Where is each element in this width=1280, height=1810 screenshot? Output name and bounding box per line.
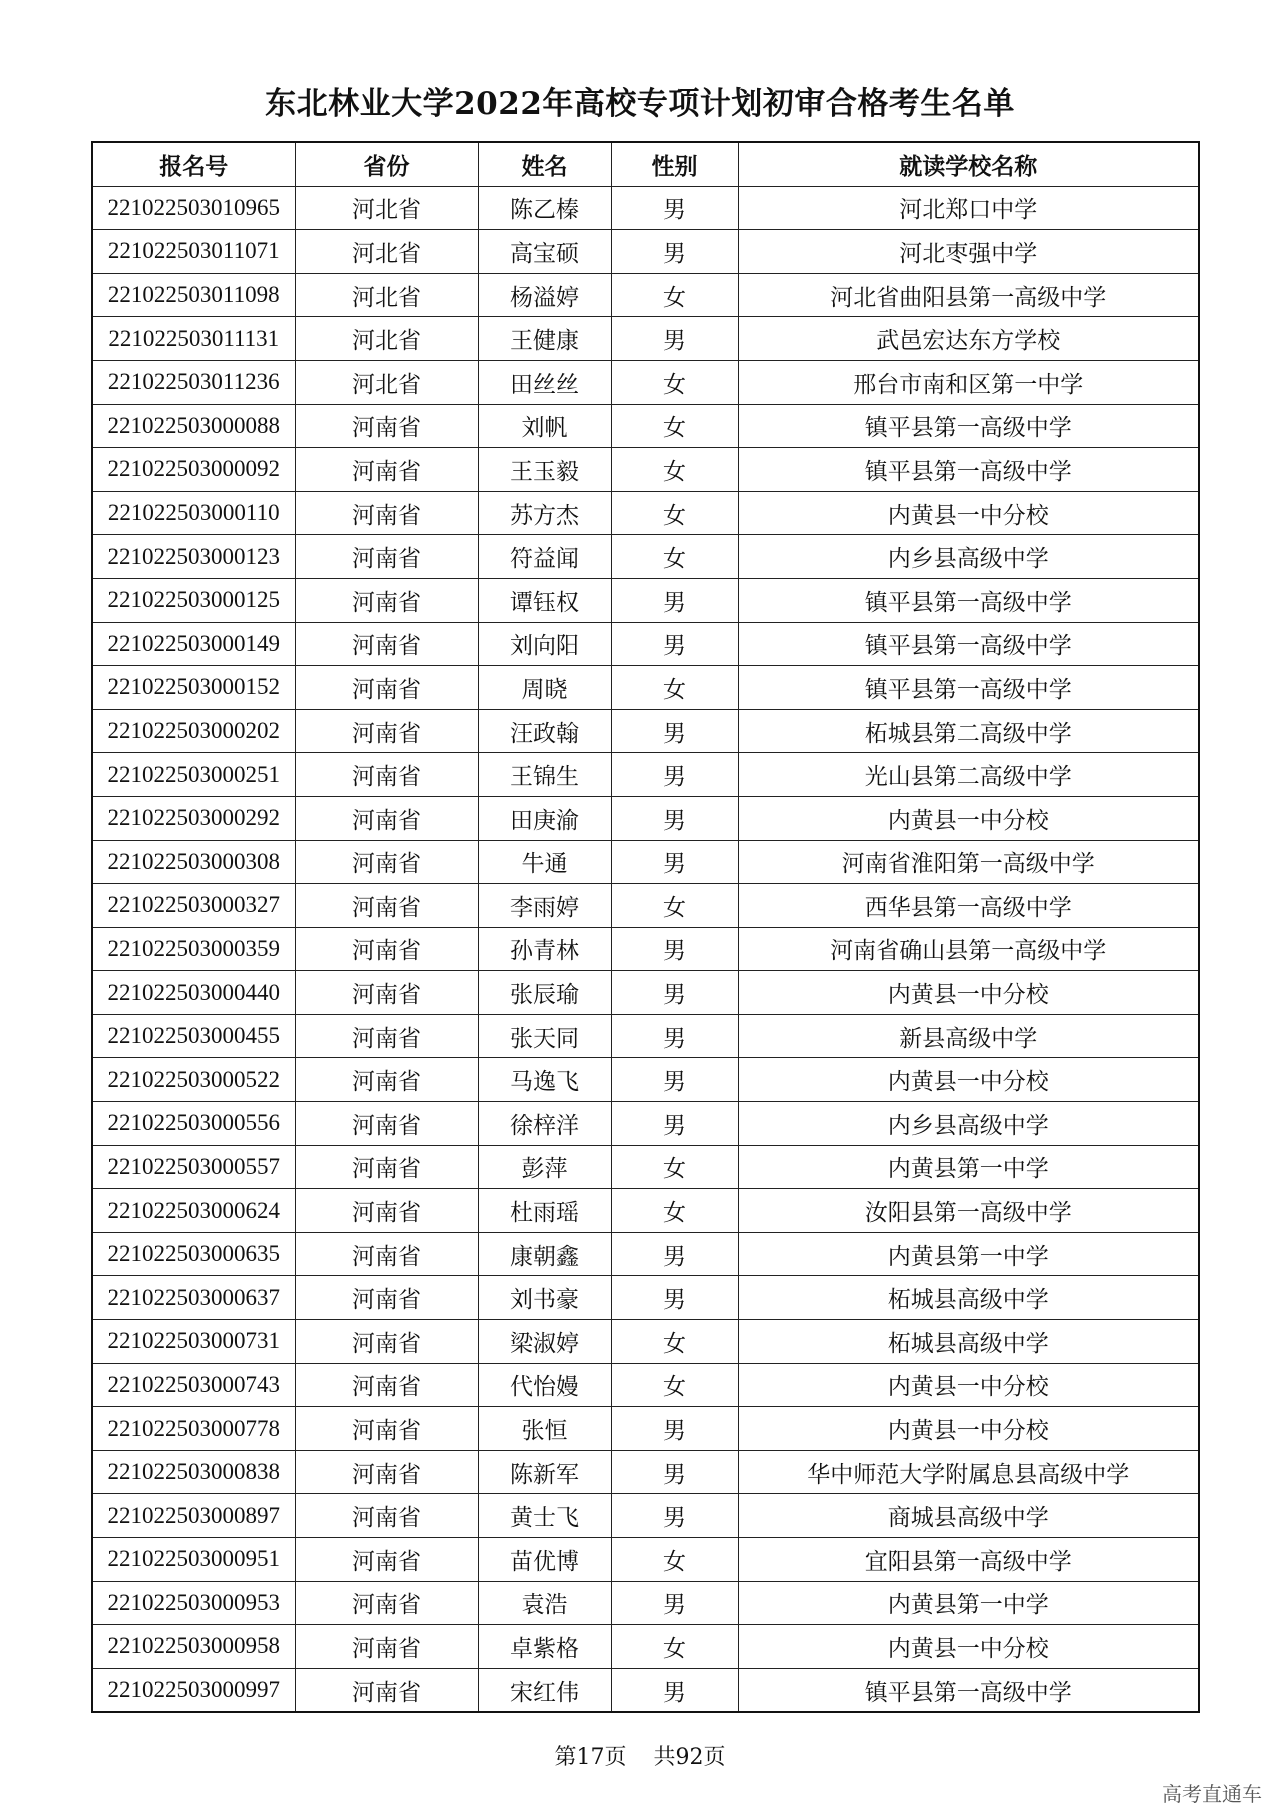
table-row [92, 230, 1199, 274]
school-cell: 新县高级中学 [738, 1014, 1199, 1058]
school-cell: 镇平县第一高级中学 [738, 448, 1199, 492]
province-cell: 河南省 [295, 1232, 478, 1276]
table-row [92, 753, 1199, 797]
table-row [92, 1494, 1199, 1538]
school-cell: 宜阳县第一高级中学 [738, 1538, 1199, 1582]
province-cell: 河南省 [295, 709, 478, 753]
registration-number-cell: 221022503000522 [92, 1058, 295, 1102]
gender-cell: 女 [611, 1625, 738, 1669]
gender-cell: 女 [611, 535, 738, 579]
province-cell: 河南省 [295, 971, 478, 1015]
gender-cell: 男 [611, 1450, 738, 1494]
table-row [92, 1363, 1199, 1407]
gender-cell: 男 [611, 840, 738, 884]
province-cell: 河南省 [295, 448, 478, 492]
table-row [92, 578, 1199, 622]
name-cell: 王锦生 [478, 753, 611, 797]
province-cell: 河南省 [295, 1450, 478, 1494]
school-cell: 河北郑口中学 [738, 186, 1199, 230]
school-cell: 邢台市南和区第一中学 [738, 360, 1199, 404]
table-body [92, 186, 1199, 1712]
registration-number-cell: 221022503011071 [92, 230, 295, 274]
province-cell: 河南省 [295, 1538, 478, 1582]
name-cell: 梁淑婷 [478, 1320, 611, 1364]
registration-number-cell: 221022503000149 [92, 622, 295, 666]
registration-number-cell: 221022503000202 [92, 709, 295, 753]
watermark: 高考直通车 [1162, 1782, 1262, 1806]
school-cell: 柘城县第二高级中学 [738, 709, 1199, 753]
table-row [92, 1668, 1199, 1712]
table-row [92, 491, 1199, 535]
gender-cell: 女 [611, 1320, 738, 1364]
name-cell: 张辰瑜 [478, 971, 611, 1015]
table-row [92, 1450, 1199, 1494]
gender-cell: 男 [611, 971, 738, 1015]
registration-number-cell: 221022503000624 [92, 1189, 295, 1233]
school-cell: 镇平县第一高级中学 [738, 666, 1199, 710]
name-cell: 代怡嫚 [478, 1363, 611, 1407]
header-school: 就读学校名称 [738, 142, 1199, 186]
school-cell: 内黄县一中分校 [738, 1407, 1199, 1451]
name-cell: 徐梓洋 [478, 1102, 611, 1146]
table-row [92, 448, 1199, 492]
registration-number-cell: 221022503000743 [92, 1363, 295, 1407]
name-cell: 谭钰权 [478, 578, 611, 622]
school-cell: 河北省曲阳县第一高级中学 [738, 273, 1199, 317]
table-row [92, 1232, 1199, 1276]
registration-number-cell: 221022503000092 [92, 448, 295, 492]
gender-cell: 男 [611, 1102, 738, 1146]
gender-cell: 男 [611, 1581, 738, 1625]
school-cell: 镇平县第一高级中学 [738, 622, 1199, 666]
gender-cell: 男 [611, 1668, 738, 1712]
school-cell: 西华县第一高级中学 [738, 884, 1199, 928]
table-header-row [92, 142, 1199, 186]
name-cell: 牛通 [478, 840, 611, 884]
school-cell: 内乡县高级中学 [738, 535, 1199, 579]
province-cell: 河南省 [295, 1014, 478, 1058]
school-cell: 内黄县一中分校 [738, 491, 1199, 535]
table-row [92, 1407, 1199, 1451]
school-cell: 内黄县第一中学 [738, 1581, 1199, 1625]
province-cell: 河北省 [295, 360, 478, 404]
province-cell: 河南省 [295, 1668, 478, 1712]
province-cell: 河南省 [295, 1145, 478, 1189]
school-cell: 镇平县第一高级中学 [738, 578, 1199, 622]
province-cell: 河南省 [295, 840, 478, 884]
registration-number-cell: 221022503000359 [92, 927, 295, 971]
province-cell: 河南省 [295, 1058, 478, 1102]
gender-cell: 男 [611, 927, 738, 971]
gender-cell: 女 [611, 404, 738, 448]
table-row [92, 796, 1199, 840]
registration-number-cell: 221022503000838 [92, 1450, 295, 1494]
school-cell: 汝阳县第一高级中学 [738, 1189, 1199, 1233]
registration-number-cell: 221022503011098 [92, 273, 295, 317]
province-cell: 河南省 [295, 1363, 478, 1407]
page-title: 东北林业大学2022年高校专项计划初审合格考生名单 [265, 86, 1015, 122]
registration-number-cell: 221022503000997 [92, 1668, 295, 1712]
name-cell: 汪政翰 [478, 709, 611, 753]
page-number: 第17页 [554, 1745, 627, 1770]
table-row [92, 622, 1199, 666]
table-row [92, 666, 1199, 710]
gender-cell: 女 [611, 1538, 738, 1582]
province-cell: 河南省 [295, 753, 478, 797]
school-cell: 河南省确山县第一高级中学 [738, 927, 1199, 971]
table-row [92, 360, 1199, 404]
table-row [92, 840, 1199, 884]
name-cell: 高宝硕 [478, 230, 611, 274]
name-cell: 陈新军 [478, 1450, 611, 1494]
gender-cell: 男 [611, 1276, 738, 1320]
gender-cell: 男 [611, 1014, 738, 1058]
table-row [92, 884, 1199, 928]
name-cell: 李雨婷 [478, 884, 611, 928]
registration-number-cell: 221022503000637 [92, 1276, 295, 1320]
registration-number-cell: 221022503000308 [92, 840, 295, 884]
table-row [92, 317, 1199, 361]
registration-number-cell: 221022503011131 [92, 317, 295, 361]
school-cell: 柘城县高级中学 [738, 1276, 1199, 1320]
registration-number-cell: 221022503000897 [92, 1494, 295, 1538]
name-cell: 苗优博 [478, 1538, 611, 1582]
province-cell: 河北省 [295, 186, 478, 230]
name-cell: 符益闻 [478, 535, 611, 579]
province-cell: 河南省 [295, 927, 478, 971]
name-cell: 王健康 [478, 317, 611, 361]
registration-number-cell: 221022503000292 [92, 796, 295, 840]
province-cell: 河南省 [295, 1102, 478, 1146]
name-cell: 袁浩 [478, 1581, 611, 1625]
table-row [92, 1538, 1199, 1582]
name-cell: 彭萍 [478, 1145, 611, 1189]
school-cell: 内黄县一中分校 [738, 1363, 1199, 1407]
registration-number-cell: 221022503000251 [92, 753, 295, 797]
gender-cell: 男 [611, 1232, 738, 1276]
registration-number-cell: 221022503000327 [92, 884, 295, 928]
page-footer [0, 1740, 1280, 1771]
province-cell: 河南省 [295, 1494, 478, 1538]
name-cell: 杨溢婷 [478, 273, 611, 317]
header-name: 姓名 [478, 142, 611, 186]
school-cell: 光山县第二高级中学 [738, 753, 1199, 797]
registration-number-cell: 221022503000951 [92, 1538, 295, 1582]
province-cell: 河南省 [295, 1276, 478, 1320]
table-row [92, 404, 1199, 448]
table-row [92, 535, 1199, 579]
gender-cell: 女 [611, 666, 738, 710]
registration-number-cell: 221022503000953 [92, 1581, 295, 1625]
school-cell: 内乡县高级中学 [738, 1102, 1199, 1146]
province-cell: 河南省 [295, 796, 478, 840]
school-cell: 内黄县第一中学 [738, 1145, 1199, 1189]
gender-cell: 男 [611, 709, 738, 753]
name-cell: 苏方杰 [478, 491, 611, 535]
registration-number-cell: 221022503000455 [92, 1014, 295, 1058]
school-cell: 武邑宏达东方学校 [738, 317, 1199, 361]
name-cell: 康朝鑫 [478, 1232, 611, 1276]
registration-number-cell: 221022503000110 [92, 491, 295, 535]
gender-cell: 男 [611, 230, 738, 274]
gender-cell: 男 [611, 317, 738, 361]
school-cell: 商城县高级中学 [738, 1494, 1199, 1538]
name-cell: 刘书豪 [478, 1276, 611, 1320]
registration-number-cell: 221022503011236 [92, 360, 295, 404]
name-cell: 孙青林 [478, 927, 611, 971]
registration-number-cell: 221022503000778 [92, 1407, 295, 1451]
province-cell: 河南省 [295, 1189, 478, 1233]
province-cell: 河北省 [295, 230, 478, 274]
table-row [92, 1320, 1199, 1364]
name-cell: 周晓 [478, 666, 611, 710]
province-cell: 河南省 [295, 578, 478, 622]
registration-number-cell: 221022503000125 [92, 578, 295, 622]
registration-number-cell: 221022503000958 [92, 1625, 295, 1669]
table-row [92, 1581, 1199, 1625]
table-row [92, 1189, 1199, 1233]
province-cell: 河南省 [295, 622, 478, 666]
school-cell: 华中师范大学附属息县高级中学 [738, 1450, 1199, 1494]
school-cell: 镇平县第一高级中学 [738, 404, 1199, 448]
province-cell: 河南省 [295, 535, 478, 579]
school-cell: 柘城县高级中学 [738, 1320, 1199, 1364]
gender-cell: 男 [611, 622, 738, 666]
name-cell: 卓紫格 [478, 1625, 611, 1669]
school-cell: 内黄县一中分校 [738, 796, 1199, 840]
name-cell: 刘帆 [478, 404, 611, 448]
province-cell: 河南省 [295, 884, 478, 928]
registration-number-cell: 221022503000123 [92, 535, 295, 579]
name-cell: 张天同 [478, 1014, 611, 1058]
province-cell: 河南省 [295, 1625, 478, 1669]
registration-number-cell: 221022503010965 [92, 186, 295, 230]
registration-number-cell: 221022503000731 [92, 1320, 295, 1364]
province-cell: 河南省 [295, 1320, 478, 1364]
province-cell: 河南省 [295, 1581, 478, 1625]
gender-cell: 女 [611, 273, 738, 317]
table-row [92, 971, 1199, 1015]
gender-cell: 女 [611, 491, 738, 535]
gender-cell: 男 [611, 753, 738, 797]
school-cell: 内黄县一中分校 [738, 971, 1199, 1015]
name-cell: 马逸飞 [478, 1058, 611, 1102]
gender-cell: 男 [611, 796, 738, 840]
header-gender: 性别 [611, 142, 738, 186]
name-cell: 王玉毅 [478, 448, 611, 492]
registration-number-cell: 221022503000152 [92, 666, 295, 710]
gender-cell: 女 [611, 884, 738, 928]
table-row [92, 273, 1199, 317]
province-cell: 河南省 [295, 491, 478, 535]
name-cell: 陈乙榛 [478, 186, 611, 230]
gender-cell: 女 [611, 1189, 738, 1233]
province-cell: 河南省 [295, 666, 478, 710]
registration-number-cell: 221022503000635 [92, 1232, 295, 1276]
table-row [92, 927, 1199, 971]
table-row [92, 1276, 1199, 1320]
table-row [92, 186, 1199, 230]
school-cell: 镇平县第一高级中学 [738, 1668, 1199, 1712]
table-row [92, 1145, 1199, 1189]
school-cell: 河北枣强中学 [738, 230, 1199, 274]
province-cell: 河北省 [295, 273, 478, 317]
gender-cell: 女 [611, 1363, 738, 1407]
registration-number-cell: 221022503000088 [92, 404, 295, 448]
gender-cell: 女 [611, 448, 738, 492]
table-row [92, 1014, 1199, 1058]
school-cell: 内黄县第一中学 [738, 1232, 1199, 1276]
name-cell: 田丝丝 [478, 360, 611, 404]
province-cell: 河南省 [295, 1407, 478, 1451]
table-row [92, 1102, 1199, 1146]
gender-cell: 女 [611, 1145, 738, 1189]
registration-number-cell: 221022503000557 [92, 1145, 295, 1189]
header-registration-number: 报名号 [92, 142, 295, 186]
name-cell: 黄士飞 [478, 1494, 611, 1538]
gender-cell: 男 [611, 578, 738, 622]
name-cell: 张恒 [478, 1407, 611, 1451]
total-pages: 共92页 [653, 1745, 726, 1770]
gender-cell: 女 [611, 360, 738, 404]
name-cell: 田庚渝 [478, 796, 611, 840]
candidate-table [91, 141, 1200, 1713]
registration-number-cell: 221022503000556 [92, 1102, 295, 1146]
gender-cell: 男 [611, 186, 738, 230]
table-row [92, 1058, 1199, 1102]
name-cell: 宋红伟 [478, 1668, 611, 1712]
school-cell: 内黄县一中分校 [738, 1058, 1199, 1102]
gender-cell: 男 [611, 1494, 738, 1538]
registration-number-cell: 221022503000440 [92, 971, 295, 1015]
province-cell: 河北省 [295, 317, 478, 361]
province-cell: 河南省 [295, 404, 478, 448]
header-province: 省份 [295, 142, 478, 186]
name-cell: 杜雨瑶 [478, 1189, 611, 1233]
school-cell: 内黄县一中分校 [738, 1625, 1199, 1669]
gender-cell: 男 [611, 1407, 738, 1451]
table-row [92, 1625, 1199, 1669]
table-row [92, 709, 1199, 753]
name-cell: 刘向阳 [478, 622, 611, 666]
gender-cell: 男 [611, 1058, 738, 1102]
school-cell: 河南省淮阳第一高级中学 [738, 840, 1199, 884]
